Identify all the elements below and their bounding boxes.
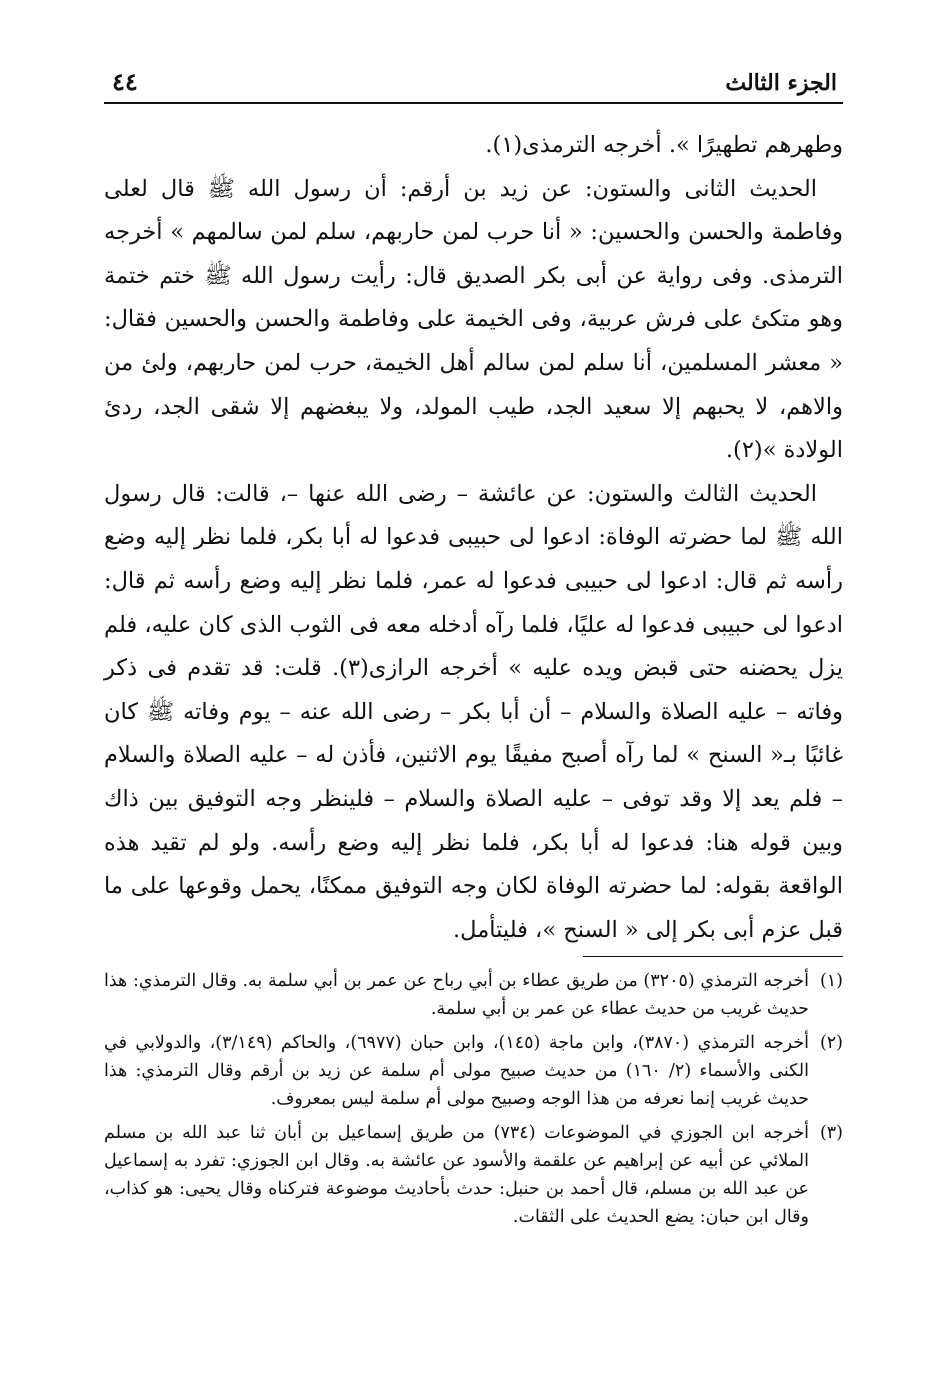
footnote-text: أخرجه الترمذي (٣٨٧٠)، وابن ماجة (١٤٥)، وابن حبان (٦٩٧٧)، والحاكم (٣/١٤٩)، والدولابي في الكنى والأسماء (٢/ ١٦٠) من حديث صبيح مولى أم سلمة عن زيد بن أرقم وقال الترمذي: هذا حديث غريب إنما نعرفه من هذا الوجه وصبيح مولى أم سلمة ليس بمعروف. [104,1033,810,1110]
paragraph-continuation: وطهرهم تطهيرًا ». أخرجه الترمذى(١). [485,132,843,158]
footnote [104,1119,843,1231]
page-number: ٤٤ [112,67,138,96]
footnote [104,967,843,1023]
footnote-text: أخرجه الترمذي (٣٢٠٥) من طريق عطاء بن أبي رباح عن عمر بن أبي سلمة به. وقال الترمذي: هذا حديث غريب من حديث عطاء عن عمر بن أبي سلمة. [104,971,809,1020]
footnote-number: (١) [819,971,843,992]
paragraph-hadith-63: الحديث الثالث والستون: عن عائشة – رضى الله عنها –، قالت: قال رسول الله ﷺ لما حضرته الوفاة: ادعوا لى حبيبى فدعوا له أبا بكر، فلما نظر إليه وضع رأسه ثم قال: ادعوا لى حبيبى فدعوا له عمر، فلما نظر إليه وضع رأسه ثم قال: ادعوا لى حبيبى فدعوا له عليًا، فلما رآه أدخله معه فى الثوب الذى كان عليه، فلم يزل يحضنه حتى قبض ويده عليه » أخرجه الرازى(٣). قلت: قد تقدم فى ذكر وفاته – عليه الصلاة والسلام – أن أبا بكر – رضى الله عنه – يوم وفاته ﷺ كان غائبًا بـ« السنح » لما رآه أصبح مفيقًا يوم الاثنين، فأذن له – عليه الصلاة والسلام – فلم يعد إلا وقد توفى – عليه الصلاة والسلام – فلينظر وجه التوفيق بين ذاك وبين قوله هنا: فدعوا له أبا بكر، فلما نظر إليه وضع رأسه. ولو لم تقيد هذه الواقعة بقوله: لما حضرته الوفاة لكان وجه التوفيق ممكنًا، يحمل وقوعها على ما قبل عزم أبى بكر إلى « السنح »، فليتأمل. [104,480,843,943]
running-title: الجزء الثالث [725,70,837,96]
paragraph-hadith-62: الحديث الثانى والستون: عن زيد بن أرقم: أن رسول الله ﷺ قال لعلى وفاطمة والحسن والحسين: « أنا حرب لمن حاربهم، سلم لمن سالمهم » أخرجه الترمذى. وفى رواية عن أبى بكر الصديق قال: رأيت رسول الله ﷺ ختم ختمة وهو متكئ على فرش عربية، وفى الخيمة على وفاطمة والحسن والحسين فقال: « معشر المسلمين، أنا سلم لمن سالم أهل الخيمة، حرب لمن حاربهم، ولئ من والاهم، لا يحبهم إلا سعيد الجد، طيب المولد، ولا يبغضهم إلا شقى الجد، ردئ الولادة »(٢). [104,175,843,464]
footnote-number: (٣) [819,1123,843,1144]
main-text [104,124,843,952]
page-header [104,66,843,104]
footnote-separator [583,956,843,957]
footnotes [104,967,843,1231]
footnote [104,1029,843,1113]
footnote-text: أخرجه ابن الجوزي في الموضوعات (٧٣٤) من طريق إسماعيل بن أبان ثنا عبد الله بن مسلم الملائي عن أبيه عن إبراهيم عن علقمة والأسود عن عائشة به. وقال ابن الجوزي: تفرد به إسماعيل عن عبد الله بن مسلم، قال أحمد بن حنبل: حدث بأحاديث موضوعة فتركناه وقال يحيى: هو كذاب، وقال ابن حبان: يضع الحديث على الثقات. [104,1123,809,1228]
footnote-number: (٢) [819,1033,843,1054]
